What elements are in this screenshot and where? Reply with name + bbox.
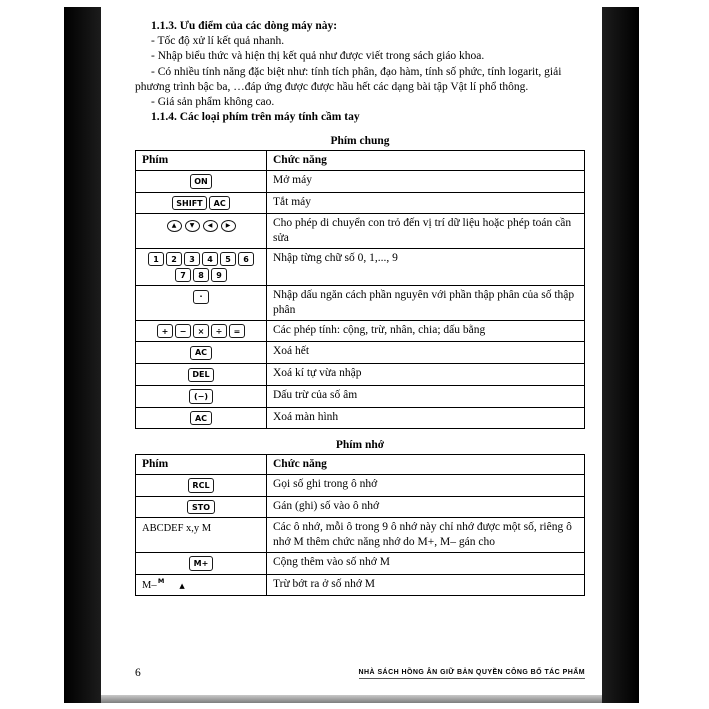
digit-7-key: 7: [175, 268, 191, 282]
function-description: Cộng thêm vào số nhớ M: [267, 552, 585, 574]
column-header-key: Phím: [136, 455, 267, 475]
function-description: Cho phép di chuyển con trỏ đến vị trí dữ liệu hoặc phép toán cần sửa: [267, 214, 585, 248]
table-row: [136, 286, 585, 320]
key-cell: [136, 248, 267, 285]
page-footer: [135, 667, 585, 679]
bullet-line: - Giá sản phẩm không cao.: [151, 95, 275, 108]
column-header-function: Chức năng: [267, 151, 585, 171]
key-cell: [136, 170, 267, 192]
table-header-row: [136, 151, 585, 171]
ac-key: AC: [190, 346, 211, 360]
key-cell: [136, 286, 267, 320]
ac-key: AC: [190, 411, 211, 425]
arrow-up-key: ▲: [167, 220, 182, 232]
table-row: [136, 407, 585, 429]
function-description: Gọi số ghi trong ô nhớ: [267, 474, 585, 496]
table-row: [136, 518, 585, 552]
publisher-copyright-text: NHÀ SÁCH HỒNG ÂN GIỮ BẢN QUYỀN CÔNG BỐ TÁC PHẨM: [359, 669, 585, 679]
left-binding-bar: [64, 7, 101, 703]
column-header-function: Chức năng: [267, 455, 585, 475]
memory-keys-table: [135, 454, 585, 596]
digit-5-key: 5: [220, 252, 236, 266]
multiply-key: ×: [193, 324, 209, 338]
function-description: Nhập từng chữ số 0, 1,..., 9: [267, 248, 585, 285]
function-description: Nhập dấu ngăn cách phần nguyên với phần thập phân của số thập phân: [267, 286, 585, 320]
table-row: [136, 192, 585, 214]
table-header-row: [136, 455, 585, 475]
function-description: Các phép tính: cộng, trừ, nhân, chia; dấu bằng: [267, 320, 585, 342]
bullet-line: - Có nhiều tính năng đặc biệt như: tính tích phân, đạo hàm, tính số phức, tính logarit, giải phương trình bậc ba, …đáp ứng được được hầu hết các dạng bài tập Vật lí phổ thông.: [135, 65, 562, 93]
minus-key: −: [175, 324, 191, 338]
function-description: Mở máy: [267, 170, 585, 192]
section-heading-key-types: 1.1.4. Các loại phím trên máy tính cầm tay: [151, 111, 360, 124]
document-page: [101, 7, 602, 703]
m-minus-superscript: M: [157, 576, 165, 585]
digit-8-key: 8: [193, 268, 209, 282]
key-cell: [136, 342, 267, 364]
common-keys-table: [135, 150, 585, 429]
function-description: Xoá hết: [267, 342, 585, 364]
right-binding-bar: [602, 7, 639, 703]
function-description: Trừ bớt ra ở số nhớ M: [267, 574, 585, 596]
triangle-marker: ▲: [179, 581, 185, 590]
key-cell: [136, 364, 267, 386]
function-description: Xoá kí tự vừa nhập: [267, 364, 585, 386]
arrow-down-key: ▼: [185, 220, 200, 232]
digit-2-key: 2: [166, 252, 182, 266]
plus-key: +: [157, 324, 173, 338]
divide-key: ÷: [211, 324, 227, 338]
digit-9-key: 9: [211, 268, 227, 282]
page-content: [135, 19, 585, 596]
digit-4-key: 4: [202, 252, 218, 266]
digit-1-key: 1: [148, 252, 164, 266]
column-header-key: Phím: [136, 151, 267, 171]
shift-key: SHIFT: [172, 196, 207, 210]
m-minus-key: M–: [142, 579, 157, 591]
page-number: 6: [135, 667, 141, 679]
key-cell: [136, 320, 267, 342]
function-description: Gán (ghi) số vào ô nhớ: [267, 496, 585, 518]
memory-variables-label: ABCDEF x,y M: [142, 523, 212, 535]
key-cell: [136, 474, 267, 496]
ac-key: AC: [209, 196, 230, 210]
table-row: [136, 248, 585, 285]
function-description: Tắt máy: [267, 192, 585, 214]
table-row: [136, 342, 585, 364]
digit-3-key: 3: [184, 252, 200, 266]
function-description: Các ô nhớ, mỗi ô trong 9 ô nhớ này chỉ nhớ được một số, riêng ô nhớ M thêm chức năng nhớ do M+, M– gán cho: [267, 518, 585, 552]
key-cell: [136, 385, 267, 407]
key-cell: [136, 518, 267, 552]
equals-key: =: [229, 324, 245, 338]
arrow-right-key: ▶: [221, 220, 236, 232]
section-heading-advantages: 1.1.3. Ưu điểm của các dòng máy này:: [151, 20, 338, 32]
table-title-memory-keys: Phím nhớ: [335, 439, 385, 452]
key-cell: [136, 192, 267, 214]
key-cell: [136, 574, 267, 596]
function-description: Dấu trừ của số âm: [267, 385, 585, 407]
page-bottom-shadow: [101, 695, 602, 703]
arrow-left-key: ◀: [203, 220, 218, 232]
sto-key: STO: [187, 500, 214, 514]
key-cell: [136, 552, 267, 574]
table-row: [136, 552, 585, 574]
table-title-common-keys: Phím chung: [330, 135, 390, 148]
table-row: [136, 574, 585, 596]
function-description: Xoá màn hình: [267, 407, 585, 429]
bullet-line: - Nhập biểu thức và hiện thị kết quả như được viết trong sách giáo khoa.: [151, 50, 485, 63]
m-plus-key: M+: [189, 556, 213, 570]
bullet-line: - Tốc độ xử lí kết quả nhanh.: [151, 35, 285, 48]
table-row: [136, 320, 585, 342]
digit-6-key: 6: [238, 252, 254, 266]
key-cell: [136, 214, 267, 248]
key-cell: [136, 496, 267, 518]
table-row: [136, 364, 585, 386]
negative-sign-key: (−): [189, 389, 212, 403]
del-key: DEL: [188, 368, 214, 382]
table-row: [136, 170, 585, 192]
rcl-key: RCL: [188, 478, 214, 492]
table-row: [136, 214, 585, 248]
on-key: ON: [190, 174, 213, 188]
table-row: [136, 496, 585, 518]
table-row: [136, 385, 585, 407]
decimal-point-key: ·: [193, 290, 209, 304]
table-row: [136, 474, 585, 496]
key-cell: [136, 407, 267, 429]
